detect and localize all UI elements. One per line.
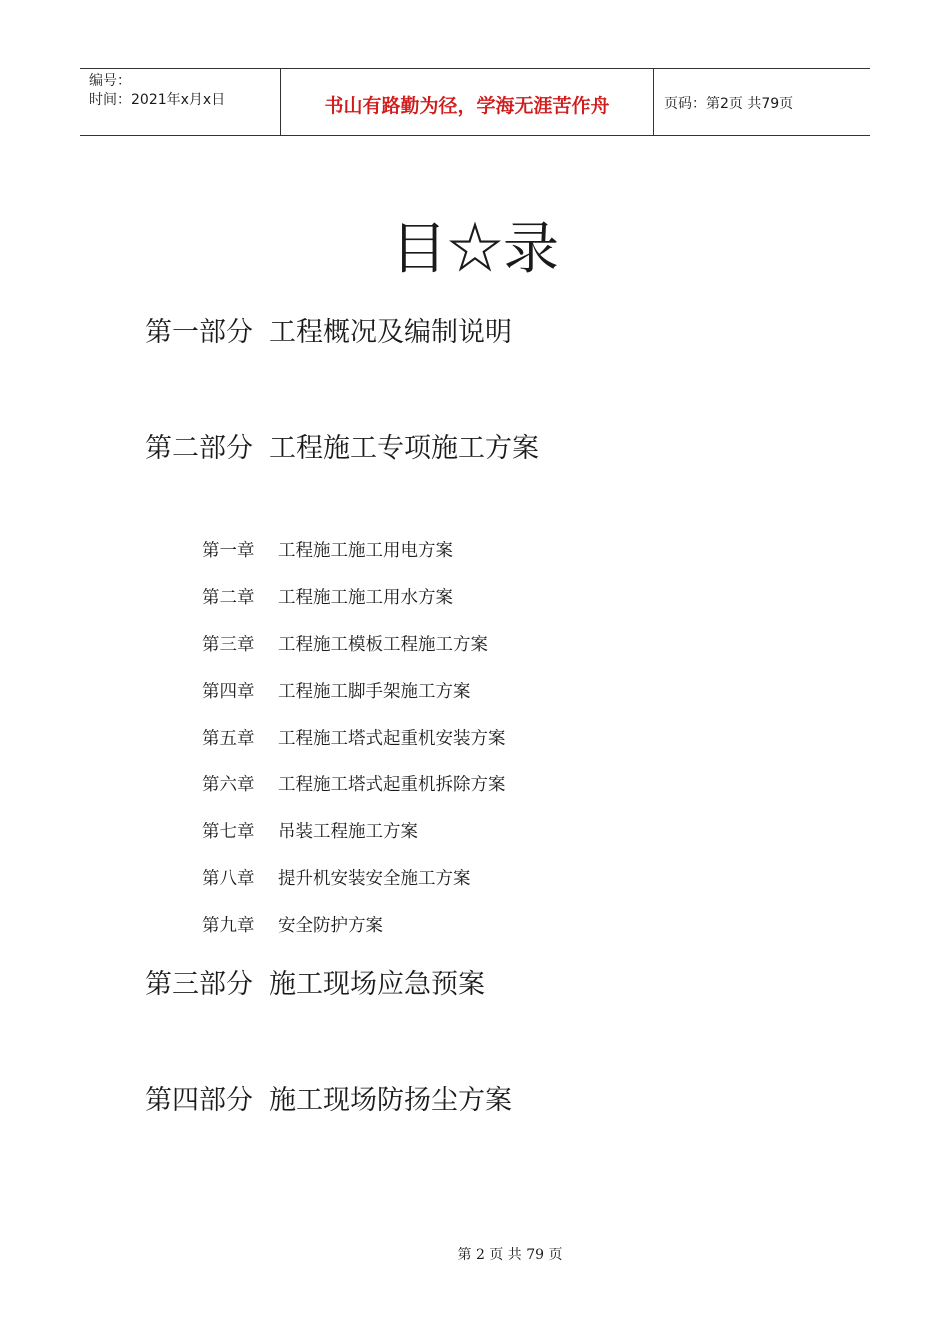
- part-number: 第二部分: [145, 433, 253, 464]
- toc-chapter-4: [202, 680, 471, 704]
- toc-part-3: [145, 967, 485, 1003]
- part-number: 第一部分: [145, 317, 253, 348]
- chapter-number: 第二章: [202, 588, 255, 608]
- document-number-label: 编号：: [89, 73, 131, 89]
- toc-chapter-8: [202, 867, 471, 891]
- header-meta: [80, 69, 281, 135]
- page-header: [80, 68, 870, 136]
- part-title: 工程施工专项施工方案: [269, 433, 539, 464]
- chapter-number: 第一章: [202, 541, 255, 561]
- header-page-info: 页码：第2页 共79页: [664, 96, 794, 112]
- chapter-title: 提升机安装安全施工方案: [278, 869, 471, 889]
- toc-title: 目☆录: [391, 217, 559, 282]
- chapter-title: 工程施工塔式起重机拆除方案: [278, 775, 506, 795]
- chapter-number: 第七章: [202, 822, 255, 842]
- chapter-number: 第四章: [202, 682, 255, 702]
- toc-part-2: [145, 431, 539, 467]
- document-date-label: 时间：2021年x月x日: [89, 92, 226, 108]
- chapter-title: 工程施工模板工程施工方案: [278, 635, 488, 655]
- part-number: 第三部分: [145, 969, 253, 1000]
- page-footer: 第 2 页 共 79 页: [457, 1247, 563, 1263]
- part-title: 施工现场防扬尘方案: [269, 1085, 512, 1116]
- chapter-title: 安全防护方案: [278, 916, 383, 936]
- chapter-title: 吊装工程施工方案: [278, 822, 418, 842]
- chapter-number: 第五章: [202, 729, 255, 749]
- chapter-title: 工程施工脚手架施工方案: [278, 682, 471, 702]
- toc-chapter-5: [202, 727, 506, 751]
- chapter-title: 工程施工塔式起重机安装方案: [278, 729, 506, 749]
- chapter-title: 工程施工施工用水方案: [278, 588, 453, 608]
- chapter-number: 第九章: [202, 916, 255, 936]
- part-title: 工程概况及编制说明: [269, 317, 512, 348]
- part-title: 施工现场应急预案: [269, 969, 485, 1000]
- chapter-number: 第六章: [202, 775, 255, 795]
- toc-part-1: [145, 315, 512, 351]
- chapter-number: 第三章: [202, 635, 255, 655]
- toc-chapter-6: [202, 773, 506, 797]
- toc-chapter-3: [202, 633, 488, 657]
- header-motto: 书山有路勤为径，学海无涯苦作舟: [281, 69, 654, 135]
- toc-chapter-1: [202, 539, 453, 563]
- toc-chapter-7: [202, 820, 418, 844]
- part-number: 第四部分: [145, 1085, 253, 1116]
- toc-chapter-2: [202, 586, 453, 610]
- chapter-title: 工程施工施工用电方案: [278, 541, 453, 561]
- toc-chapter-9: [202, 914, 383, 938]
- toc-part-4: [145, 1083, 512, 1119]
- chapter-number: 第八章: [202, 869, 255, 889]
